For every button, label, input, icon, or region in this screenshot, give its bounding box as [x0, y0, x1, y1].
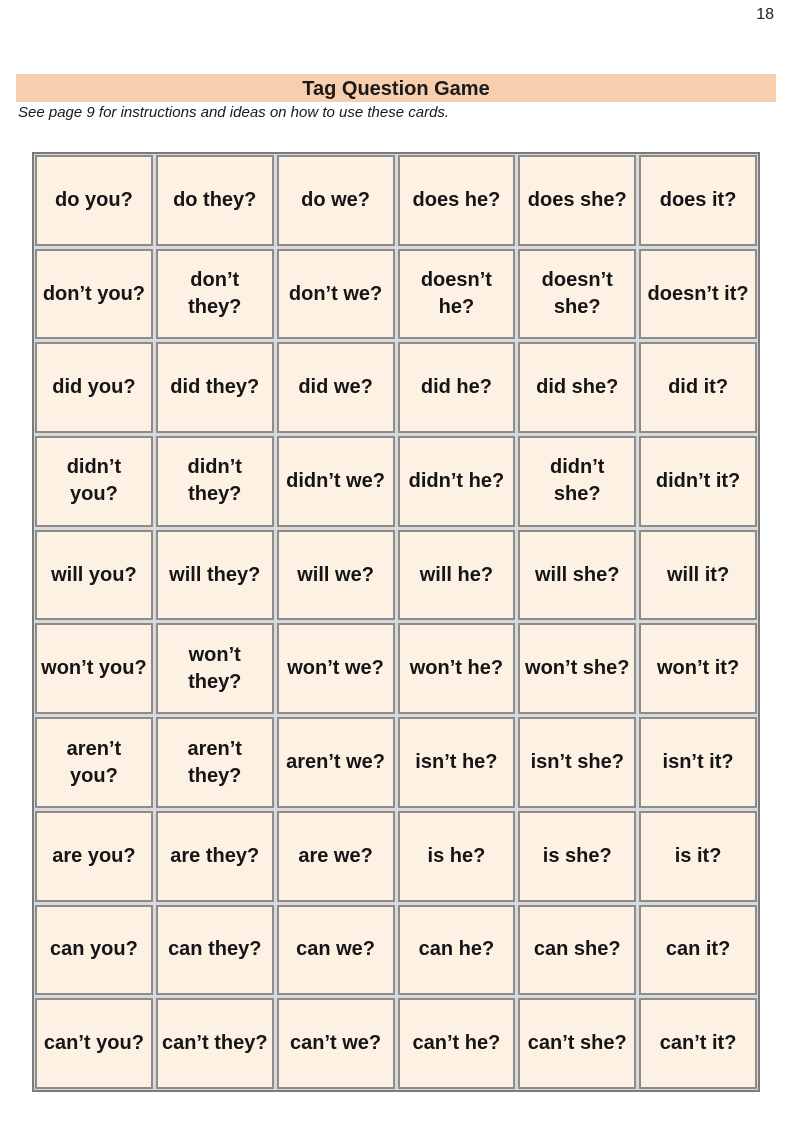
tag-question-card: is he?	[398, 811, 516, 902]
tag-question-card: do we?	[277, 155, 395, 246]
tag-question-card: isn’t it?	[639, 717, 757, 808]
tag-question-card: will he?	[398, 530, 516, 621]
tag-question-card: did he?	[398, 342, 516, 433]
tag-question-card: isn’t he?	[398, 717, 516, 808]
tag-question-card: can’t she?	[518, 998, 636, 1089]
tag-question-card: did she?	[518, 342, 636, 433]
tag-question-card: doesn’t she?	[518, 249, 636, 340]
tag-question-card: don’t they?	[156, 249, 274, 340]
tag-question-card: are they?	[156, 811, 274, 902]
tag-question-card: will they?	[156, 530, 274, 621]
tag-question-card: isn’t she?	[518, 717, 636, 808]
tag-question-card: didn’t you?	[35, 436, 153, 527]
tag-question-card: aren’t we?	[277, 717, 395, 808]
tag-question-card: does it?	[639, 155, 757, 246]
tag-question-card: can we?	[277, 905, 395, 996]
tag-question-card: don’t you?	[35, 249, 153, 340]
tag-question-card: will you?	[35, 530, 153, 621]
page-number: 18	[756, 6, 774, 23]
tag-question-card: didn’t she?	[518, 436, 636, 527]
tag-question-card: can’t you?	[35, 998, 153, 1089]
tag-question-card: are you?	[35, 811, 153, 902]
tag-question-card: does she?	[518, 155, 636, 246]
tag-question-card: won’t we?	[277, 623, 395, 714]
tag-question-card: will we?	[277, 530, 395, 621]
tag-question-card: did you?	[35, 342, 153, 433]
tag-question-card: can’t it?	[639, 998, 757, 1089]
tag-question-card: won’t he?	[398, 623, 516, 714]
tag-question-card: did it?	[639, 342, 757, 433]
tag-question-card: won’t you?	[35, 623, 153, 714]
tag-question-card: didn’t we?	[277, 436, 395, 527]
tag-question-card: didn’t they?	[156, 436, 274, 527]
tag-question-card: are we?	[277, 811, 395, 902]
tag-question-card: won’t she?	[518, 623, 636, 714]
tag-question-card: didn’t he?	[398, 436, 516, 527]
tag-question-card: did we?	[277, 342, 395, 433]
tag-question-card: is she?	[518, 811, 636, 902]
tag-question-card: is it?	[639, 811, 757, 902]
tag-question-card: doesn’t he?	[398, 249, 516, 340]
tag-question-card: can’t we?	[277, 998, 395, 1089]
tag-question-card: can’t he?	[398, 998, 516, 1089]
tag-question-card: won’t they?	[156, 623, 274, 714]
instructions-note: See page 9 for instructions and ideas on how to use these cards.	[18, 104, 450, 121]
tag-question-card: can she?	[518, 905, 636, 996]
tag-question-card: didn’t it?	[639, 436, 757, 527]
tag-question-card: can’t they?	[156, 998, 274, 1089]
page-title: Tag Question Game	[16, 74, 776, 102]
tag-question-card: can he?	[398, 905, 516, 996]
tag-question-card: can you?	[35, 905, 153, 996]
tag-question-card: won’t it?	[639, 623, 757, 714]
tag-question-card: do they?	[156, 155, 274, 246]
tag-question-card: doesn’t it?	[639, 249, 757, 340]
tag-question-card: do you?	[35, 155, 153, 246]
tag-question-card: aren’t you?	[35, 717, 153, 808]
tag-question-card: can they?	[156, 905, 274, 996]
tag-question-card: will she?	[518, 530, 636, 621]
tag-question-card: aren’t they?	[156, 717, 274, 808]
tag-question-card: did they?	[156, 342, 274, 433]
tag-question-card: can it?	[639, 905, 757, 996]
tag-question-card: does he?	[398, 155, 516, 246]
tag-question-card: will it?	[639, 530, 757, 621]
tag-question-card: don’t we?	[277, 249, 395, 340]
card-grid	[32, 152, 760, 1092]
